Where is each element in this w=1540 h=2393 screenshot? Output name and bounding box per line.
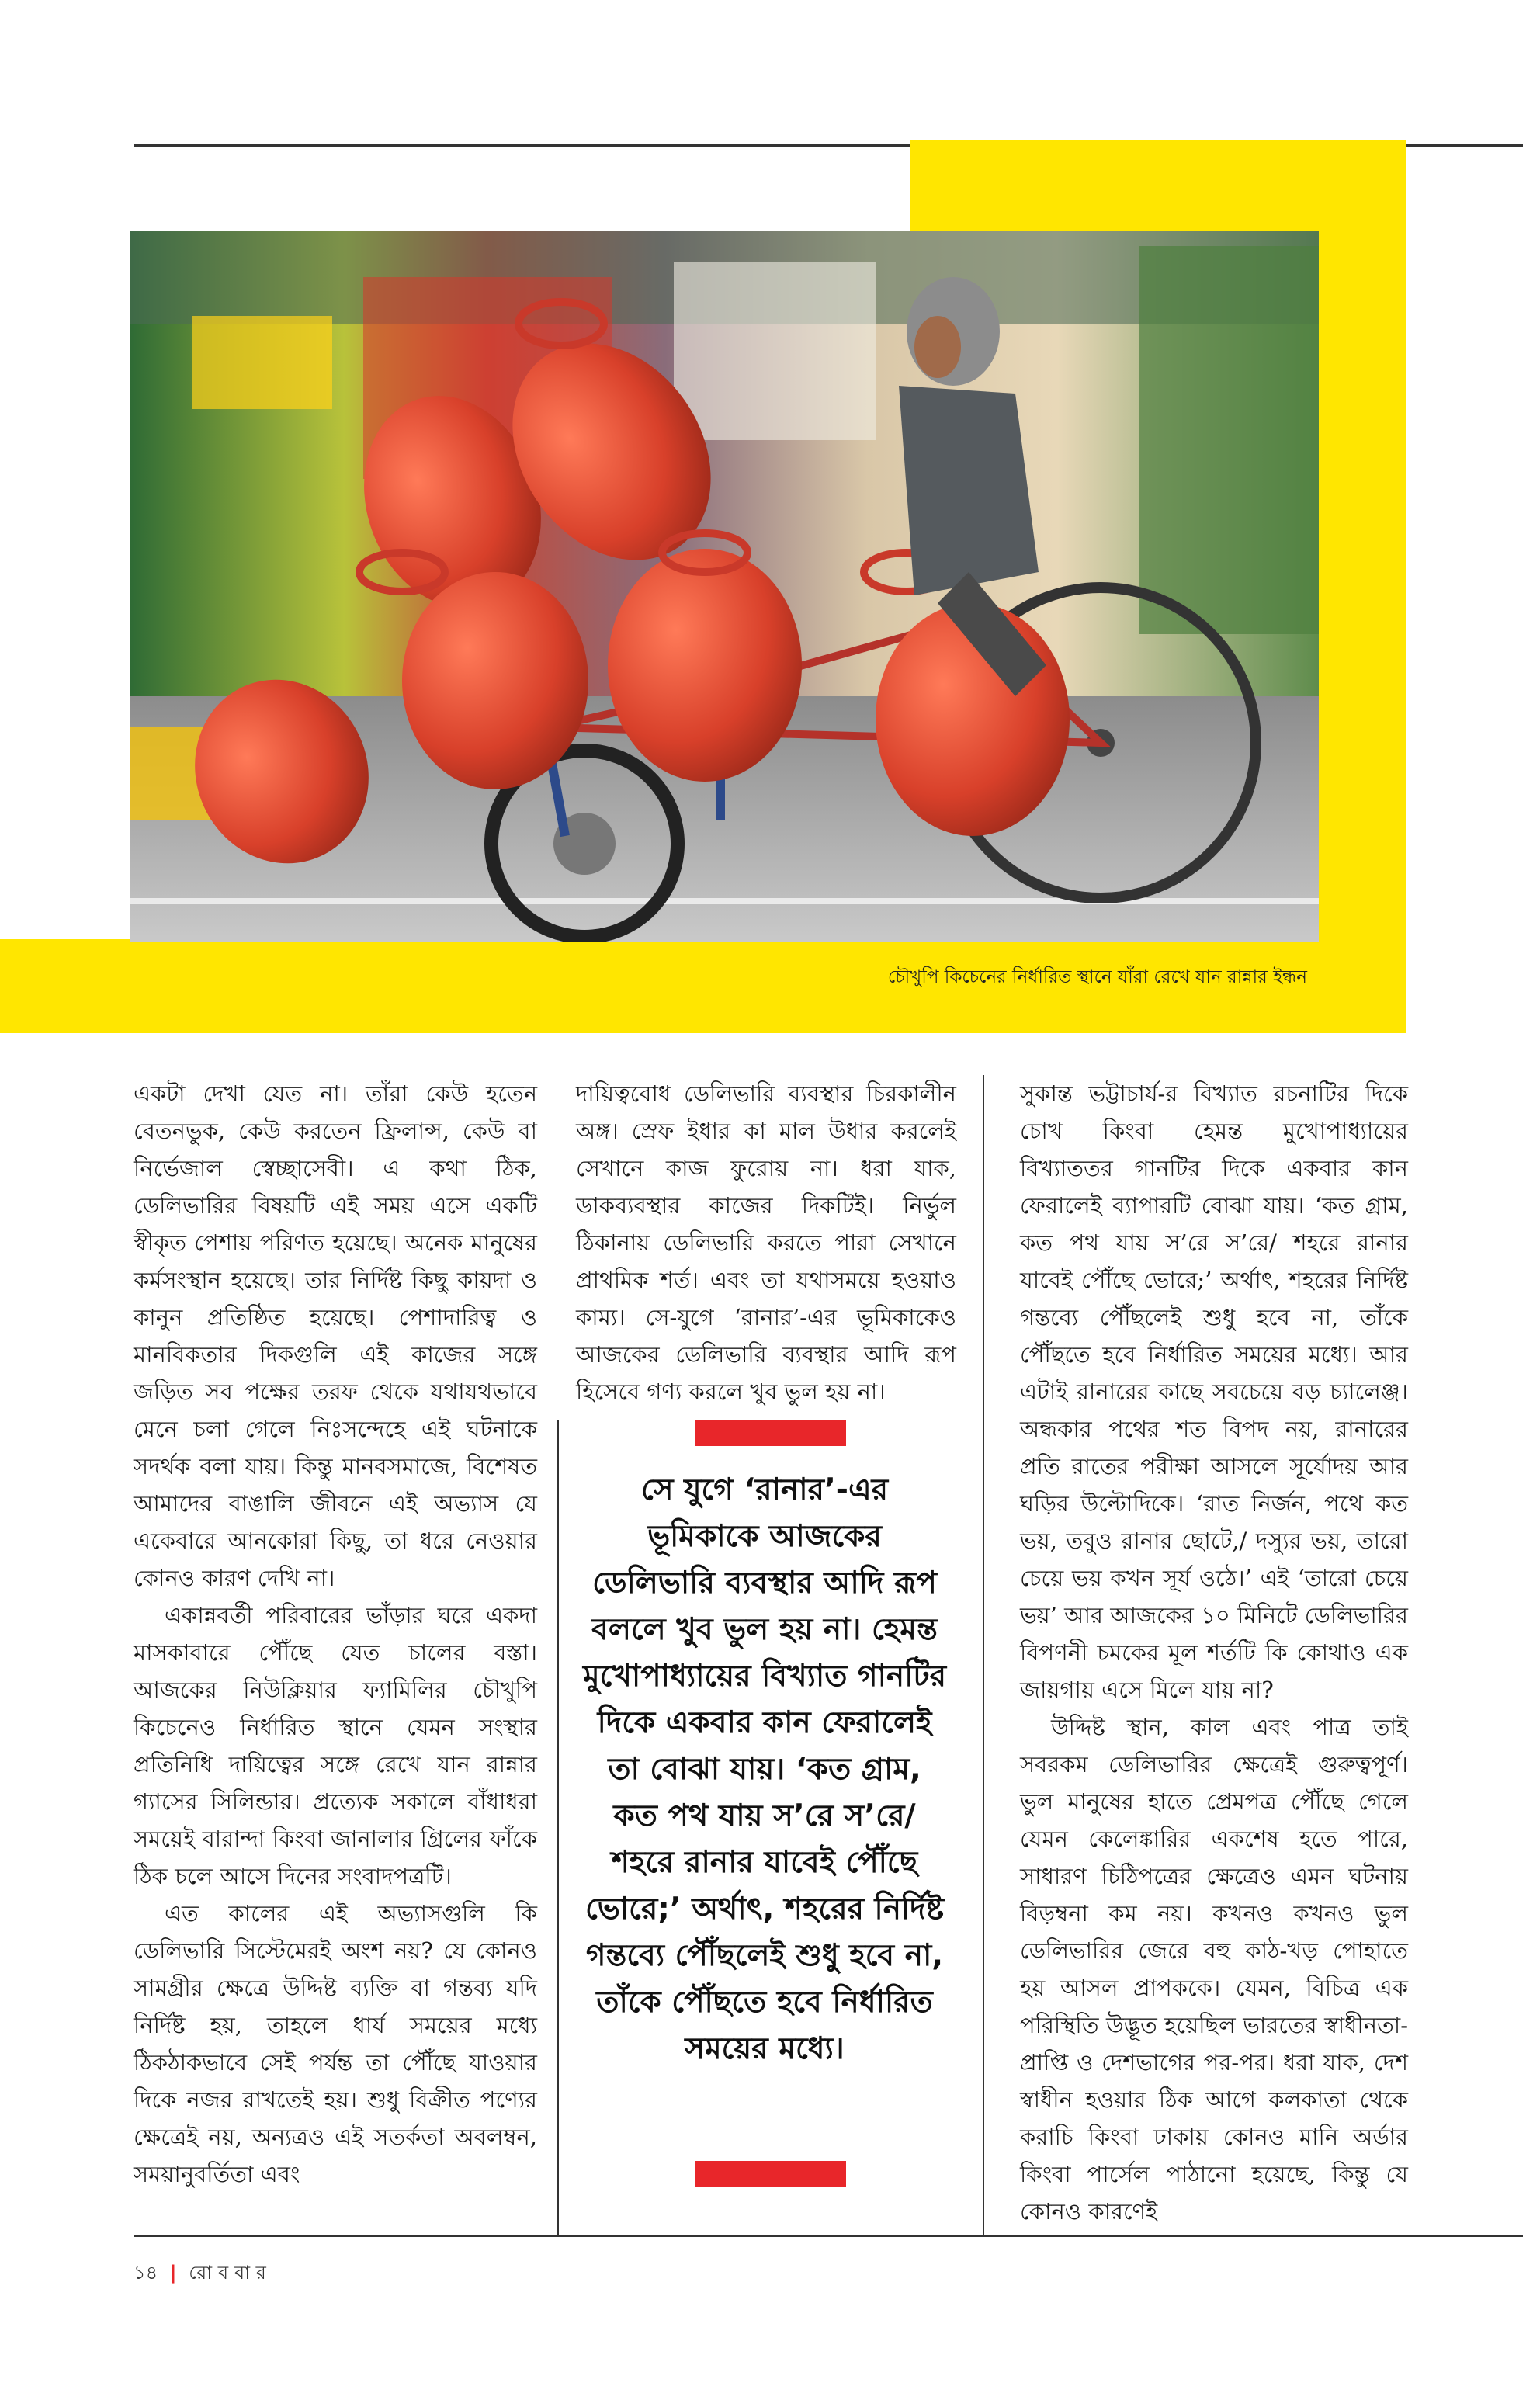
- photo-illustration: [130, 231, 1319, 942]
- left-paragraph-1: একটা দেখা যেত না। তাঁরা কেউ হতেন বেতনভুক, কেউ করতেন ফ্রিলান্স, কেউ বা নির্ভেজাল স্বেচ্ছাসেবী। এ কথা ঠিক, ডেলিভারির বিষয়টি এই সময় এসে একটি স্বীকৃত পেশায় পরিণত হয়েছে। অনেক মানুষের কর্মসংস্থান হয়েছে। তার নির্দিষ্ট কিছু কায়দা ও কানুন প্রতিষ্ঠিত হয়েছে। পেশাদারিত্ব ও মানবিকতার দিকগুলি এই কাজের সঙ্গে জড়িত সব পক্ষের তরফ থেকে যথাযথভাবে মেনে চলা গেলে নিঃসন্দেহে এই ঘটনাকে সদর্থক বলা যায়। কিন্তু মানবসমাজে, বিশেষত আমাদের বাঙালি জীবনে এই অভ্যাস যে একেবারে আনকোরা কিছু, তা ধরে নেওয়ার কোনও কারণ দেখি না।: [134, 1080, 537, 1591]
- page-number: ১৪: [134, 2262, 158, 2284]
- left-paragraph-2: একান্নবর্তী পরিবারের ভাঁড়ার ঘরে একদা মাসকাবারে পৌঁছে যেত চালের বস্তা। আজকের নিউক্লিয়ার ফ্যামিলির চৌখুপি কিচেনেও নির্ধারিত স্থানে যেমন সংস্থার প্রতিনিধি দায়িত্বের সঙ্গে রেখে যান রান্নার গ্যাসের সিলিন্ডার। প্রত্যেক সকালে বাঁধাধরা সময়েই বারান্দা কিংবা জানালার গ্রিলের ফাঁকে ঠিক চলে আসে দিনের সংবাদপত্রটি।: [134, 1602, 537, 1889]
- article-column-middle: [576, 1075, 956, 1410]
- column-divider-left: [557, 1420, 559, 2235]
- pullquote-bar-bottom: [695, 2161, 846, 2187]
- right-paragraph-2: উদ্দিষ্ট স্থান, কাল এবং পাত্র তাই সবরকম ডেলিভারির ক্ষেত্রেই গুরুত্বপূর্ণ। ভুল মানুষের হাতে প্রেমপত্র পৌঁছে গেলে যেমন কেলেঙ্কারির একশেষ হতে পারে, সাধারণ চিঠিপত্রের ক্ষেত্রেও এমন ঘটনায় বিড়ম্বনা কম নয়। কখনও কখনও ভুল ডেলিভারির জেরে বহু কাঠ-খড় পোহাতে হয় আসল প্রাপককে। যেমন, বিচিত্র এক পরিস্থিতি উদ্ভূত হয়েছিল ভারতের স্বাধীনতা-প্রাপ্তি ও দেশভাগের পর-পর। ধরা যাক, দেশ স্বাধীন হওয়ার ঠিক আগে কলকাতা থেকে করাচি কিংবা ঢাকায় কোনও মানি অর্ডার কিংবা পার্সেল পাঠানো হয়েছে, কিন্তু যে কোনও কারণেই: [1020, 1714, 1408, 2225]
- photo-caption: চৌখুপি কিচেনের নির্ধারিত স্থানে যাঁরা রেখে যান রান্নার ইন্ধন: [887, 967, 1307, 987]
- article-column-left: [134, 1075, 537, 2193]
- column-divider-right: [983, 1075, 984, 2235]
- yellow-accent-right: [1312, 140, 1406, 1033]
- photo-cylinder-delivery: [130, 231, 1319, 942]
- right-paragraph-1: সুকান্ত ভট্টাচার্য-র বিখ্যাত রচনাটির দিকে চোখ কিংবা হেমন্ত মুখোপাধ্যায়ের বিখ্যাততর গানটির দিকে একবার কান ফেরালেই ব্যাপারটি বোঝা যায়। ‘কত গ্রাম, কত পথ যায় স’রে স’রে/ শহরে রানার যাবেই পৌঁছে ভোরে;’ অর্থাৎ, শহরের নির্দিষ্ট গন্তব্যে পৌঁছলেই শুধু হবে না, তাঁকে পৌঁছতে হবে নির্ধারিত সময়ের মধ্যে। আর এটাই রানারের কাছে সবচেয়ে বড় চ্যালেঞ্জ। অন্ধকার পথের শত বিপদ নয়, রানারের প্রতি রাতের পরীক্ষা আসলে সূর্যোদয় আর ঘড়ির উল্টোদিকে। ‘রাত নির্জন, পথে কত ভয়, তবুও রানার ছোটে,/ দস্যুর ভয়, তারো চেয়ে ভয় কখন সূর্য ওঠে।’ এই ‘তারো চেয়ে ভয়’ আর আজকের ১০ মিনিটে ডেলিভারির বিপণনী চমকের মূল শর্তটি কি কোথাও এক জায়গায় এসে মিলে যায় না?: [1020, 1080, 1408, 1703]
- bottom-rule: [134, 2235, 1523, 2237]
- middle-paragraph-1: দায়িত্ববোধ ডেলিভারি ব্যবস্থার চিরকালীন অঙ্গ। স্রেফ ইধার কা মাল উধার করলেই সেখানে কাজ ফুরোয় না। ধরা যাক, ডাকব্যবস্থার কাজের দিকটিই। নির্ভুল ঠিকানায় ডেলিভারি করতে পারা সেখানে প্রাথমিক শর্ত। এবং তা যথাসময়ে হওয়াও কাম্য। সে-যুগে ‘রানার’-এর ভূমিকাকেও আজকের ডেলিভারি ব্যবস্থার আদি রূপ হিসেবে গণ্য করলে খুব ভুল হয় না।: [576, 1080, 956, 1405]
- article-column-right: [1020, 1075, 1408, 2230]
- section-name: রো ব বা র: [189, 2262, 266, 2284]
- pullquote-bar-top: [695, 1420, 846, 1446]
- pullquote: সে যুগে ‘রানার’-এর ভূমিকাকে আজকের ডেলিভারি ব্যবস্থার আদি রূপ বললে খুব ভুল হয় না। হেমন্ত মুখোপাধ্যায়ের বিখ্যাত গানটির দিকে একবার কান ফেরালেই তা বোঝা যায়। ‘কত গ্রাম, কত পথ যায় স’রে স’রে/ শহরে রানার যাবেই পৌঁছে ভোরে;’ অর্থাৎ, শহরের নির্দিষ্ট গন্তব্যে পৌঁছলেই শুধু হবে না, তাঁকে পৌঁছতে হবে নির্ধারিত সময়ের মধ্যে।: [582, 1472, 947, 2066]
- footer-separator: |: [169, 2262, 177, 2284]
- page-footer: [134, 2259, 266, 2290]
- left-paragraph-3: এত কালের এই অভ্যাসগুলি কি ডেলিভারি সিস্টেমেরই অংশ নয়? যে কোনও সামগ্রীর ক্ষেত্রে উদ্দিষ্ট ব্যক্তি বা গন্তব্য যদি নির্দিষ্ট হয়, তাহলে ধার্য সময়ের মধ্যে ঠিকঠাকভাবে সেই পর্যন্ত তা পৌঁছে যাওয়ার দিকে নজর রাখতেই হয়। শুধু বিক্রীত পণ্যের ক্ষেত্রেই নয়, অন্যত্রও এই সতর্কতা অবলম্বন, সময়ানুবর্তিতা এবং: [134, 1900, 537, 2187]
